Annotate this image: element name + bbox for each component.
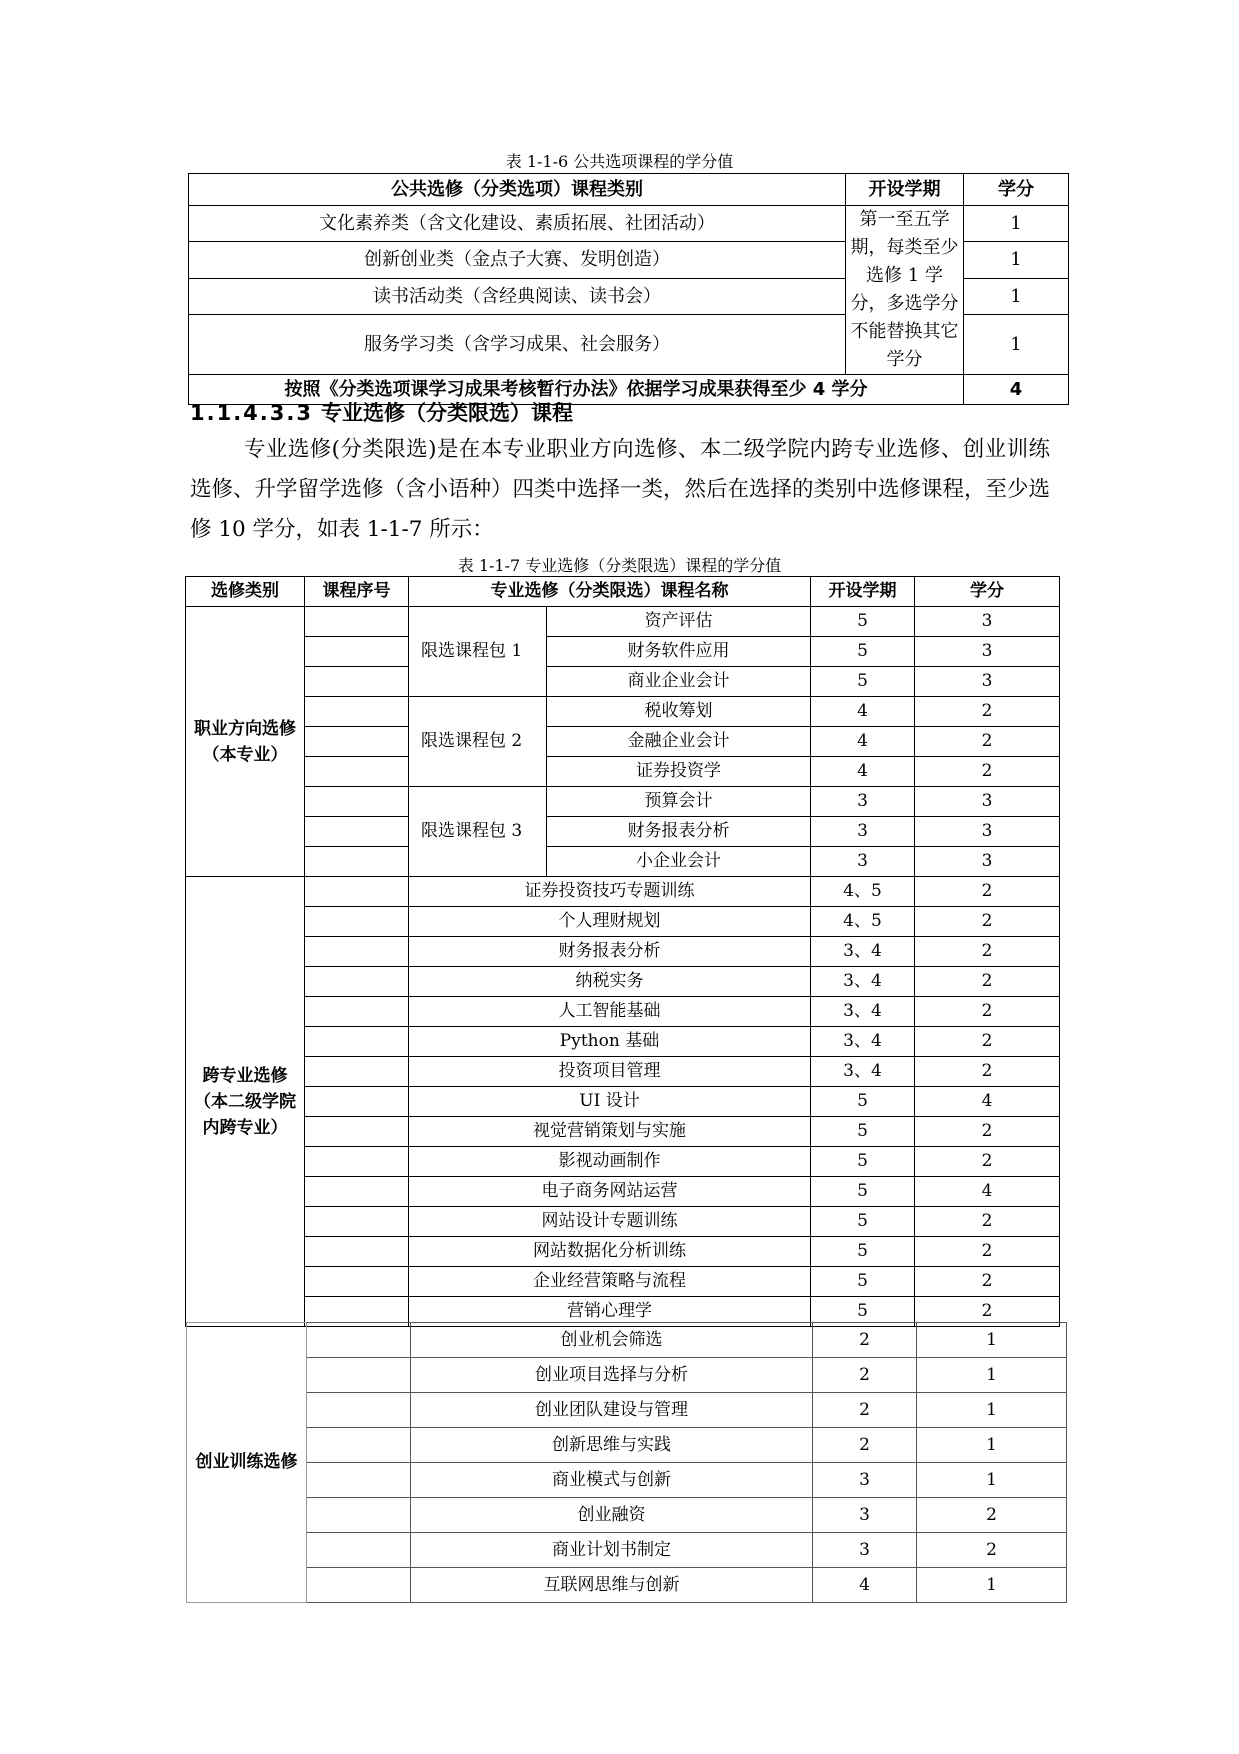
table7-semester: 3、4	[811, 937, 915, 967]
table7-course-no	[305, 877, 409, 907]
table7-course-name: 个人理财规划	[409, 907, 811, 937]
table7-credit: 3	[915, 637, 1060, 667]
table7-semester: 4、5	[811, 907, 915, 937]
table7-course-no	[305, 1237, 409, 1267]
table7-semester: 5	[811, 1207, 915, 1237]
table7-course-name: 影视动画制作	[409, 1147, 811, 1177]
table7-credit: 3	[915, 787, 1060, 817]
table7-semester: 5	[811, 607, 915, 637]
table7-credit: 2	[917, 1498, 1067, 1533]
table7-semester: 5	[811, 1297, 915, 1327]
table7-credit: 2	[917, 1533, 1067, 1568]
table7-credit: 2	[915, 997, 1060, 1027]
section-paragraph: 专业选修(分类限选)是在本专业职业方向选修、本二级学院内跨专业选修、创业训练选修、升学留学选修（含小语种）四类中选择一类，然后在选择的类别中选修课程，至少选修 10 学分，如表 1-1-7 所示：	[190, 437, 1051, 542]
table7-credit: 2	[915, 1237, 1060, 1267]
table7-course-name: Python 基础	[409, 1027, 811, 1057]
table7-course-no	[305, 997, 409, 1027]
table7-course-no	[305, 937, 409, 967]
table7-course-name: 创业团队建设与管理	[411, 1393, 813, 1428]
table7-course-no	[305, 637, 409, 667]
table7-course-no	[305, 1027, 409, 1057]
table7-semester: 2	[813, 1393, 917, 1428]
table7-course-no	[307, 1463, 411, 1498]
table6-credit-cell: 1	[964, 242, 1069, 278]
table6-category-cell: 文化素养类（含文化建设、素质拓展、社团活动）	[189, 206, 846, 242]
table7-header-course-no: 课程序号	[305, 577, 409, 607]
table7-semester: 3	[813, 1463, 917, 1498]
table7-course-name: 商业计划书制定	[411, 1533, 813, 1568]
table7-package-name: 限选课程包 1	[409, 607, 547, 697]
table7-course-no	[307, 1498, 411, 1533]
table7-credit: 4	[915, 1177, 1060, 1207]
table7-course-name: 创新思维与实践	[411, 1428, 813, 1463]
table6-header-category: 公共选修（分类选项）课程类别	[189, 174, 846, 206]
table7-semester: 5	[811, 1267, 915, 1297]
table7-course-no	[307, 1428, 411, 1463]
table7-credit: 2	[915, 727, 1060, 757]
table7-course-name: 创业机会筛选	[411, 1323, 813, 1358]
table7-semester: 3、4	[811, 1027, 915, 1057]
table7-course-name: 创业项目选择与分析	[411, 1358, 813, 1393]
table7-credit: 1	[917, 1358, 1067, 1393]
table7-credit: 2	[915, 1267, 1060, 1297]
table7-course-no	[305, 697, 409, 727]
table7-caption: 表 1-1-7 专业选修（分类限选）课程的学分值	[457, 556, 782, 575]
table7-course-no	[305, 1057, 409, 1087]
table7-credit: 2	[915, 1297, 1060, 1327]
table7-course-no	[305, 787, 409, 817]
table7-course-name: 创业融资	[411, 1498, 813, 1533]
table7-course-name: 互联网思维与创新	[411, 1568, 813, 1603]
table7-semester: 5	[811, 1147, 915, 1177]
table7-course-name: 商业企业会计	[547, 667, 811, 697]
table7-credit: 2	[915, 1147, 1060, 1177]
table7-header-semester: 开设学期	[811, 577, 915, 607]
table7-course-name: 企业经营策略与流程	[409, 1267, 811, 1297]
table7-course-no	[305, 817, 409, 847]
major-elective-credit-table	[185, 576, 1060, 1327]
table6-category-cell: 创新创业类（金点子大赛、发明创造）	[189, 242, 846, 278]
table7-course-name: 小企业会计	[547, 847, 811, 877]
table7-semester: 2	[813, 1428, 917, 1463]
table7-credit: 2	[915, 1207, 1060, 1237]
table7-semester: 3	[813, 1498, 917, 1533]
table6-header-semester: 开设学期	[846, 174, 964, 206]
table7-category-entrepreneurship: 创业训练选修	[187, 1323, 307, 1603]
table7-course-name: 预算会计	[547, 787, 811, 817]
table6-semester-note: 第一至五学期，每类至少选修 1 学分，多选学分不能替换其它学分	[846, 206, 964, 375]
table7-header-course-name: 专业选修（分类限选）课程名称	[409, 577, 811, 607]
table7-credit: 3	[915, 607, 1060, 637]
table7-credit: 3	[915, 817, 1060, 847]
entrepreneurship-elective-table	[186, 1322, 1067, 1603]
table7-course-name: 投资项目管理	[409, 1057, 811, 1087]
table7-semester: 3	[811, 787, 915, 817]
table7-semester: 5	[811, 1087, 915, 1117]
table7-course-no	[305, 667, 409, 697]
table7-credit: 2	[915, 877, 1060, 907]
table7-course-name: 财务软件应用	[547, 637, 811, 667]
table7-credit: 1	[917, 1393, 1067, 1428]
table7-course-no	[307, 1323, 411, 1358]
table7-semester: 3	[811, 847, 915, 877]
public-elective-credit-table	[188, 173, 1069, 405]
table7-course-no	[305, 1177, 409, 1207]
table7-course-no	[307, 1358, 411, 1393]
table7-course-no	[305, 847, 409, 877]
table7-semester: 4	[811, 757, 915, 787]
table7-course-name: UI 设计	[409, 1087, 811, 1117]
table7-semester: 2	[813, 1323, 917, 1358]
table7-package-name: 限选课程包 2	[409, 697, 547, 787]
table7-semester: 5	[811, 1117, 915, 1147]
table7-credit: 1	[917, 1568, 1067, 1603]
table7-credit: 2	[915, 697, 1060, 727]
table7-semester: 3	[811, 817, 915, 847]
section-number: 1.1.4.3.3	[190, 401, 313, 425]
table7-semester: 4	[813, 1568, 917, 1603]
table7-semester: 4、5	[811, 877, 915, 907]
table6-category-cell: 服务学习类（含学习成果、社会服务）	[189, 314, 846, 374]
table7-course-no	[305, 1267, 409, 1297]
table7-course-no	[305, 607, 409, 637]
table7-credit: 2	[915, 1027, 1060, 1057]
table7-credit: 3	[915, 667, 1060, 697]
table7-course-no	[305, 1207, 409, 1237]
table7-course-no	[305, 1117, 409, 1147]
table7-course-name: 网站设计专题训练	[409, 1207, 811, 1237]
table7-semester: 3、4	[811, 997, 915, 1027]
table7-credit: 1	[917, 1428, 1067, 1463]
table7-semester: 5	[811, 637, 915, 667]
table7-header-category: 选修类别	[186, 577, 305, 607]
table7-course-name: 金融企业会计	[547, 727, 811, 757]
table7-semester: 3、4	[811, 967, 915, 997]
table7-course-name: 网站数据化分析训练	[409, 1237, 811, 1267]
table7-credit: 2	[915, 967, 1060, 997]
table7-course-no	[305, 1087, 409, 1117]
table7-semester: 4	[811, 727, 915, 757]
table7-credit: 1	[917, 1323, 1067, 1358]
table7-course-name: 证券投资技巧专题训练	[409, 877, 811, 907]
table7-credit: 2	[915, 1057, 1060, 1087]
table7-course-name: 纳税实务	[409, 967, 811, 997]
table7-course-no	[307, 1393, 411, 1428]
table7-category-cross-major: 跨专业选修（本二级学院内跨专业）	[186, 877, 305, 1327]
table6-category-cell: 读书活动类（含经典阅读、读书会）	[189, 278, 846, 314]
table7-header-credit: 学分	[915, 577, 1060, 607]
table7-course-name: 电子商务网站运营	[409, 1177, 811, 1207]
table7-course-no	[305, 1147, 409, 1177]
table7-credit: 2	[915, 937, 1060, 967]
section-heading	[190, 398, 573, 428]
table7-course-name: 营销心理学	[409, 1297, 811, 1327]
table7-semester: 5	[811, 667, 915, 697]
table7-course-name: 视觉营销策划与实施	[409, 1117, 811, 1147]
table6-footer-credit: 4	[964, 375, 1069, 405]
table7-course-name: 商业模式与创新	[411, 1463, 813, 1498]
table7-course-no	[305, 727, 409, 757]
table7-course-name: 证券投资学	[547, 757, 811, 787]
table7-credit: 2	[915, 757, 1060, 787]
table7-course-no	[305, 967, 409, 997]
table7-course-no	[307, 1533, 411, 1568]
table7-course-no	[305, 907, 409, 937]
table6-caption: 表 1-1-6 公共选项课程的学分值	[505, 152, 734, 171]
table6-footer: 按照《分类选项课学习成果考核暂行办法》依据学习成果获得至少 4 学分	[189, 375, 964, 405]
table7-credit: 1	[917, 1463, 1067, 1498]
table7-course-name: 人工智能基础	[409, 997, 811, 1027]
table7-semester: 2	[813, 1358, 917, 1393]
table7-semester: 5	[811, 1237, 915, 1267]
table6-credit-cell: 1	[964, 314, 1069, 374]
table7-course-name: 税收筹划	[547, 697, 811, 727]
table6-header-credit: 学分	[964, 174, 1069, 206]
table7-course-name: 财务报表分析	[547, 817, 811, 847]
table6-credit-cell: 1	[964, 206, 1069, 242]
table7-semester: 4	[811, 697, 915, 727]
table7-semester: 5	[811, 1177, 915, 1207]
section-title: 专业选修（分类限选）课程	[320, 401, 573, 425]
table7-course-name: 资产评估	[547, 607, 811, 637]
table7-semester: 3、4	[811, 1057, 915, 1087]
table7-semester: 3	[813, 1533, 917, 1568]
table7-credit: 4	[915, 1087, 1060, 1117]
table7-category-career: 职业方向选修（本专业）	[186, 607, 305, 877]
table7-credit: 2	[915, 1117, 1060, 1147]
table7-course-name: 财务报表分析	[409, 937, 811, 967]
table7-package-name: 限选课程包 3	[409, 787, 547, 877]
table7-credit: 3	[915, 847, 1060, 877]
table7-course-no	[307, 1568, 411, 1603]
table6-credit-cell: 1	[964, 278, 1069, 314]
table7-credit: 2	[915, 907, 1060, 937]
table7-course-no	[305, 757, 409, 787]
